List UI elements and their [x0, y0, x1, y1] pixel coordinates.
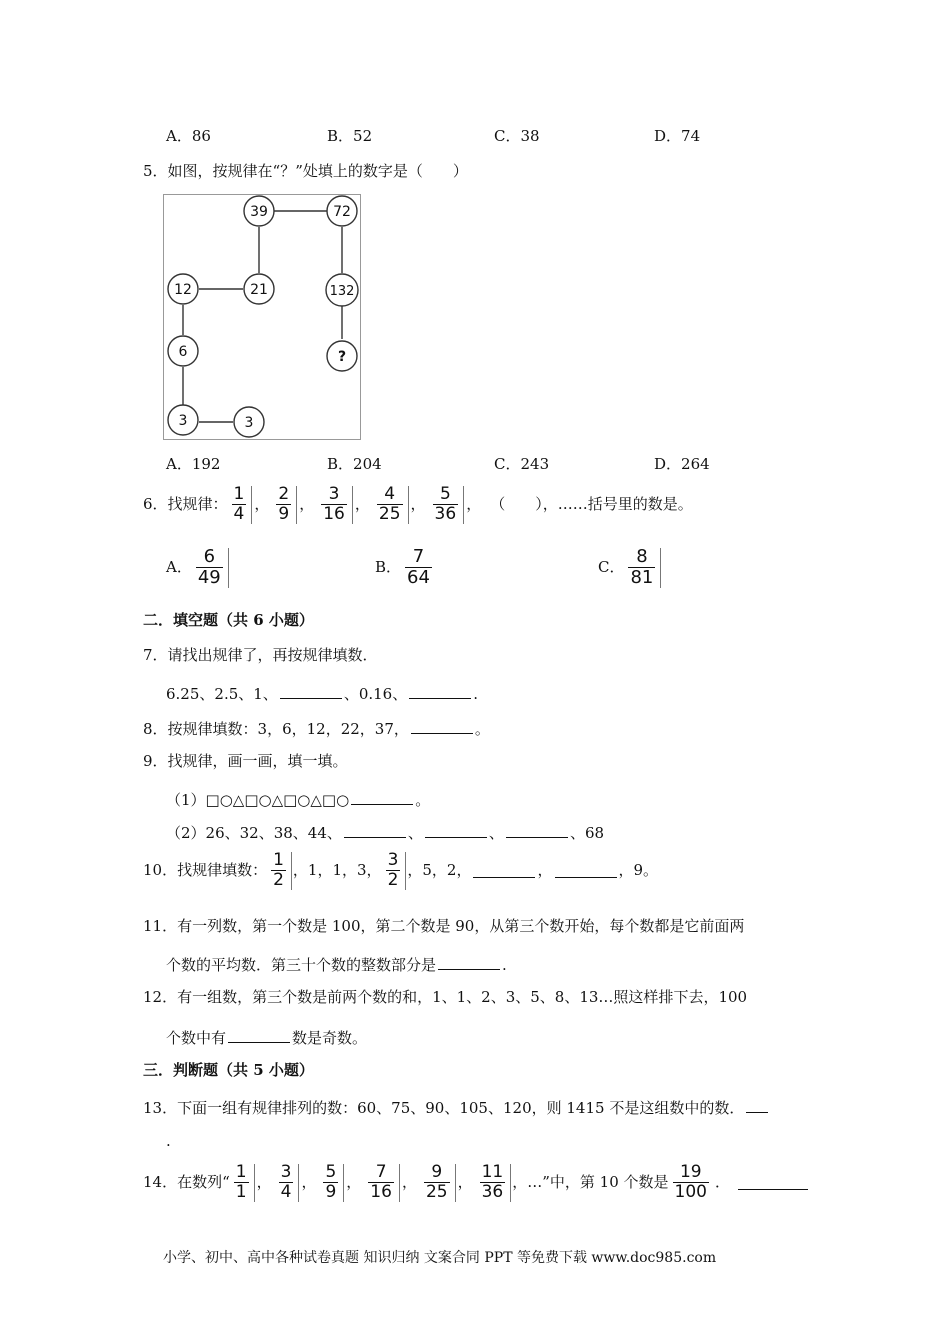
q5-option-c: C．243 [494, 455, 550, 473]
answer-blank[interactable] [228, 1028, 290, 1043]
answer-blank[interactable] [473, 863, 535, 878]
answer-blank[interactable] [411, 719, 473, 734]
q4-option-d: D．74 [654, 127, 701, 145]
node-3b: 3 [244, 415, 254, 431]
answer-blank[interactable] [506, 823, 568, 838]
q14-fraction: $\frac{3}{4}$ [276, 1164, 300, 1202]
q14-fraction: $\frac{1}{1}$ [231, 1164, 255, 1202]
q5-text: 5．如图，按规律在“？”处填上的数字是（ ） [143, 162, 468, 180]
q5-option-d: D．264 [654, 455, 710, 473]
q4-option-c: C．38 [494, 127, 540, 145]
q9-text: 9．找规律，画一画，填一填。 [143, 752, 348, 770]
node-132: 132 [329, 284, 355, 299]
option-fraction: $\frac{7}{64}$ [407, 546, 430, 588]
q13-line1: 13．下面一组有规律排列的数：60、75、90、105、120，则 1415 不是这组数中的数． [143, 1098, 770, 1116]
q8-line: 8．按规律填数：3，6，12，22，37， 。 [143, 720, 490, 738]
q14-fraction: $\frac{9}{25}$ [421, 1164, 456, 1202]
answer-blank[interactable] [344, 823, 406, 838]
q6-option-c: C． $\frac{8}{81}$ [598, 548, 662, 588]
node-question: ? [337, 349, 347, 365]
node-39: 39 [250, 204, 268, 220]
q6-option-a: A． $\frac{6}{49}$ [166, 548, 230, 588]
q9-part1: （1）□○△□○△□○△□○ 。 [166, 791, 431, 809]
q6-fraction: $\frac{4}{25}$ [374, 486, 409, 524]
q13-line2: . [166, 1132, 171, 1150]
q4-option-a: A．86 [166, 127, 211, 145]
answer-blank[interactable] [409, 684, 471, 699]
q4-option-b: B．52 [327, 127, 373, 145]
q6-option-b: B． $\frac{7}{64}$ [375, 548, 438, 588]
q6-suffix: （ ），……括号里的数是。 [490, 495, 693, 514]
footer-text: 小学、初中、高中各种试卷真题 知识归纳 文案合同 PPT 等免费下载 www.doc985.com [163, 1250, 717, 1266]
figure-frame [164, 195, 361, 440]
q12-line2: 个数中有 数是奇数。 [166, 1029, 368, 1047]
node-3a: 3 [178, 413, 188, 429]
q6-fraction: $\frac{2}{9}$ [273, 486, 297, 524]
answer-blank[interactable] [438, 955, 500, 970]
q10-fraction: $\frac{1}{2}$ [268, 852, 292, 890]
q6-fraction: $\frac{5}{36}$ [430, 486, 465, 524]
node-72: 72 [333, 204, 351, 220]
q14-fraction: $\frac{11}{36}$ [477, 1164, 512, 1202]
q11-line2: 个数的平均数．第三十个数的整数部分是 . [166, 956, 507, 974]
q14-line: 14．在数列“ $\frac{1}{1}$ ， $\frac{3}{4}$ ， $\frac{5}{9}$ ， $\frac{7}{16}$ ， $\frac{9}{25}$ ， $\frac{11}{36}$ ，…”中，第 10 个数是 $\frac{19}{100}$ ． [143, 1164, 810, 1202]
q5-figure [163, 194, 361, 440]
option-fraction: $\frac{8}{81}$ [625, 548, 661, 588]
answer-blank[interactable] [280, 684, 342, 699]
option-fraction: $\frac{6}{49}$ [193, 548, 229, 588]
q14-answer-fraction: $\frac{19}{100}$ [674, 1162, 707, 1202]
q7-sequence: 6.25、2.5、1、 、0.16、 . [166, 685, 478, 703]
q5-option-a: A．192 [166, 455, 221, 473]
answer-blank[interactable] [425, 823, 487, 838]
q14-fraction: $\frac{5}{9}$ [320, 1164, 344, 1202]
node-6: 6 [178, 344, 188, 360]
node-12: 12 [174, 282, 192, 298]
q14-fraction: $\frac{7}{16}$ [365, 1164, 400, 1202]
q6-fraction: $\frac{3}{16}$ [318, 486, 353, 524]
q10-line: 10．找规律填数： $\frac{1}{2}$ ，1，1，3， $\frac{3}{2}$ ，5，2， ， ，9。 [143, 850, 659, 890]
q12-line1: 12．有一组数，第三个数是前两个数的和，1、1、2、3、5、8、13…照这样排下去，100 [143, 988, 748, 1006]
section-3-title: 三．判断题（共 5 小题） [143, 1061, 314, 1079]
q6-fraction: $\frac{1}{4}$ [229, 486, 253, 524]
q6-prefix: 6．找规律： [143, 495, 228, 514]
answer-blank[interactable] [351, 790, 413, 805]
node-21: 21 [250, 282, 268, 298]
q11-line1: 11．有一列数，第一个数是 100，第二个数是 90，从第三个数开始，每个数都是它前面两 [143, 917, 745, 935]
q5-option-b: B．204 [327, 455, 382, 473]
answer-blank[interactable] [738, 1175, 808, 1190]
q6-line: 6．找规律： $\frac{1}{4}$ ， $\frac{2}{9}$ ， $\frac{3}{16}$ ， $\frac{4}{25}$ ， $\frac{5}{36}$ ， （ ），……括号里的数是。 [143, 484, 693, 524]
q7-text: 7．请找出规律了，再按规律填数． [143, 646, 378, 664]
q10-fraction: $\frac{3}{2}$ [383, 852, 407, 890]
answer-blank[interactable] [555, 863, 617, 878]
section-2-title: 二．填空题（共 6 小题） [143, 611, 314, 629]
q9-part2: （2）26、32、38、44、 、 、 、68 [166, 824, 605, 842]
answer-blank[interactable] [746, 1098, 768, 1113]
